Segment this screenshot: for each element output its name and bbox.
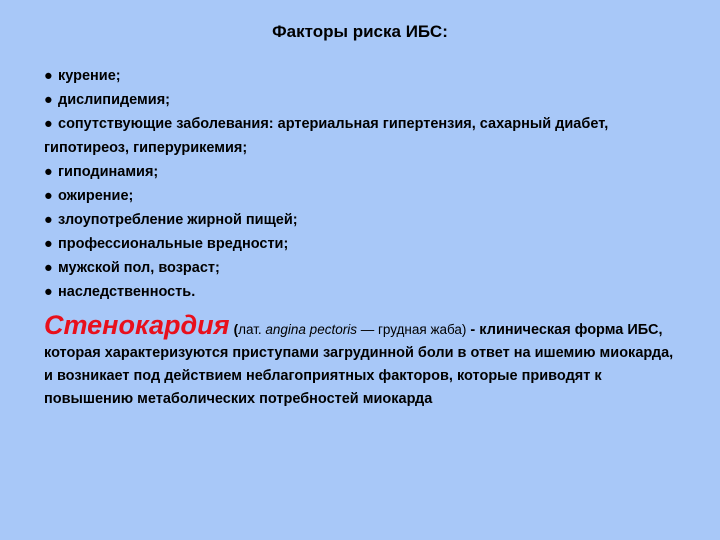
open-paren: ( [233,322,239,337]
translation: — грудная жаба) [356,322,467,337]
bullet-icon: ● [44,212,53,228]
bullet-icon: ● [44,164,53,180]
bullet-icon: ● [44,284,53,300]
bullet-icon: ● [44,68,53,84]
bullet-icon: ● [44,188,53,204]
list-item [44,232,684,256]
definition-dash: - [466,322,476,338]
slide-title: Факторы риска ИБС: [272,22,448,41]
risk-factor-list [44,64,684,304]
list-item-text: ожирение; [58,188,134,204]
list-item [44,184,684,208]
list-item-text: наследственность. [58,284,196,300]
list-item [44,256,684,280]
list-item [44,280,684,304]
definition-body: клиническая форма ИБС, которая характеризуются приступами загрудинной боли в ответ на ишемию миокарда, и возникает под действием неблагоприятных факторов, которые приводят к повышению метаболических потребностей миокарда [44,322,674,407]
list-item-text: гиподинамия; [58,164,159,180]
list-item-text: дислипидемия; [58,92,170,108]
list-item [44,112,684,160]
list-item [44,88,684,112]
bullet-icon: ● [44,116,53,132]
bullet-icon: ● [44,92,53,108]
list-item-text: профессиональные вредности; [58,236,289,252]
list-item-text: мужской пол, возраст; [58,260,220,276]
list-item [44,64,684,88]
list-item-text: курение; [58,68,121,84]
bullet-icon: ● [44,236,53,252]
latin-prefix: лат. [238,322,266,337]
list-item [44,160,684,184]
list-item-text: сопутствующие заболевания: артериальная гипертензия, сахарный диабет, гипотиреоз, гиперурикемия; [44,116,609,156]
list-item [44,208,684,232]
list-item-text: злоупотребление жирной пищей; [58,212,298,228]
definition-term: Стенокардия [44,310,230,340]
etymology [234,322,467,337]
latin-name: angina pectoris [265,322,357,337]
angina-definition [44,308,684,411]
bullet-icon: ● [44,260,53,276]
